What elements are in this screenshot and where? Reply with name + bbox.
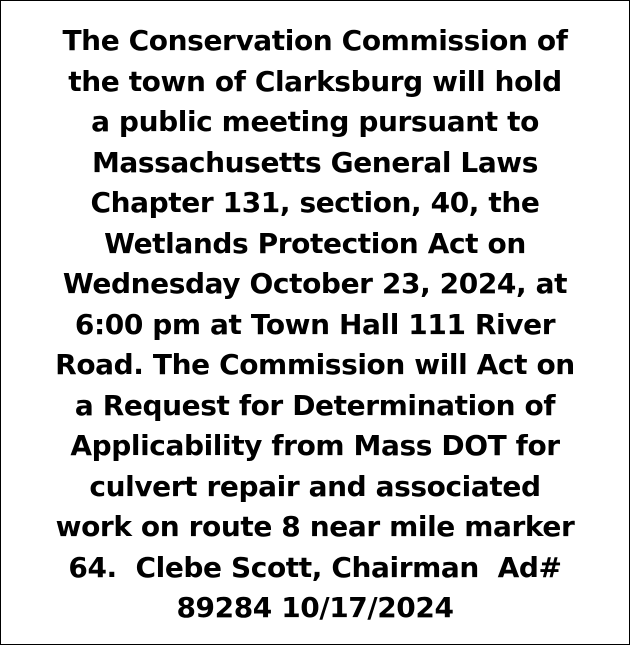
notice-line: the town of Clarksburg will hold [68,64,562,98]
notice-line: 89284 10/17/2024 [176,591,454,624]
notice-line: 64. Clebe Scott, Chairman Ad# [68,550,562,584]
notice-line: Road. The Commission will Act on [55,348,575,381]
notice-line: a Request for Determination of [74,388,556,422]
notice-line: Applicability from Mass DOT for [70,429,560,462]
notice-line: 6:00 pm at Town Hall 111 River [74,307,556,341]
notice-line: Massachusetts General Laws [91,145,539,179]
notice-line: culvert repair and associated [89,469,541,503]
notice-line: a public meeting pursuant to [91,105,539,138]
notice-line: work on route 8 near mile marker [55,510,575,543]
notice-line: Wednesday October 23, 2024, at [62,267,568,300]
notice-line: Wetlands Protection Act on [104,226,526,260]
notice-line: The Conservation Commission of [62,24,568,57]
notice-line: Chapter 131, section, 40, the [90,186,540,219]
